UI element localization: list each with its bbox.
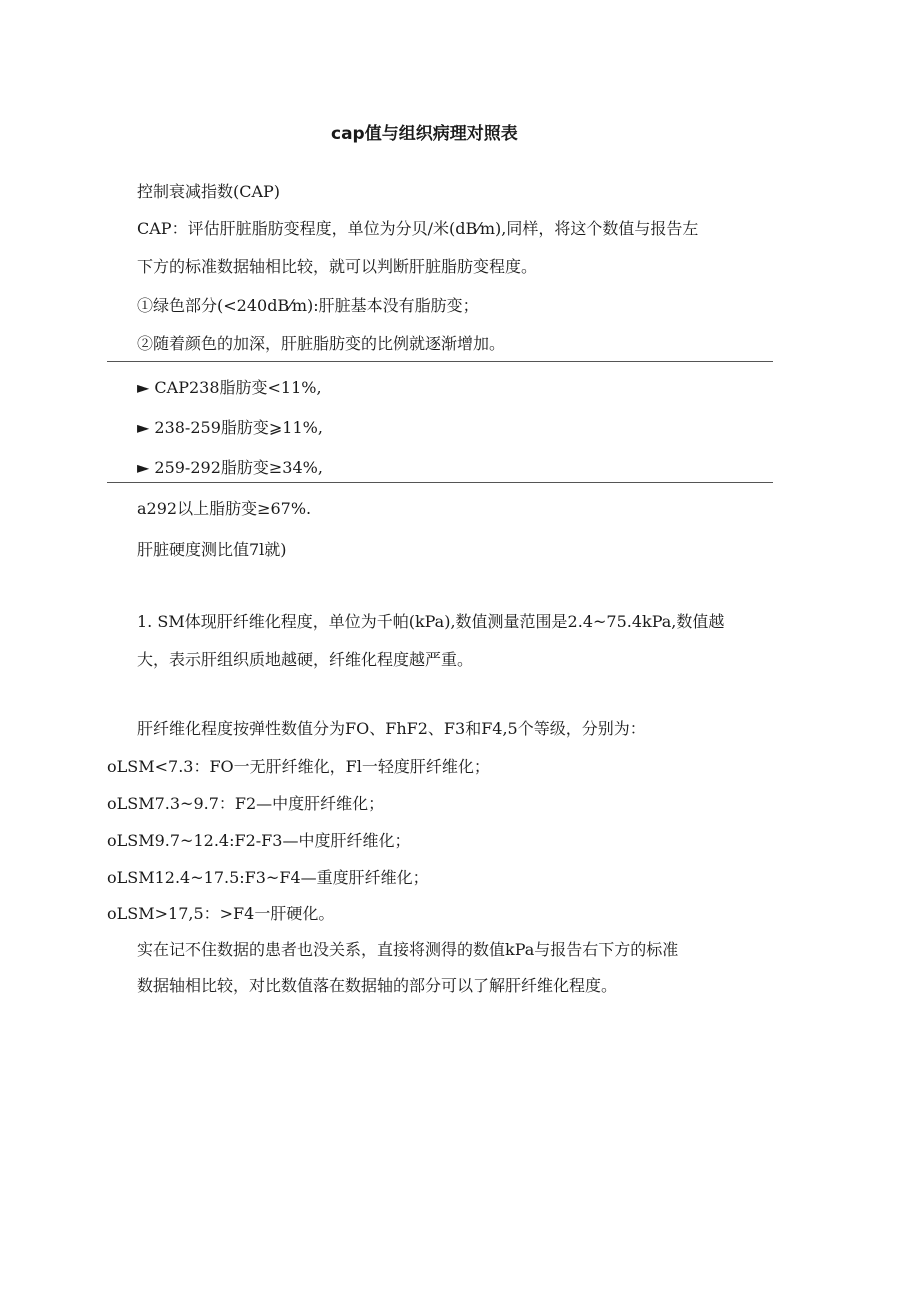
closing-line-1: 实在记不住数据的患者也没关系，直接将测得的数值kPa与报告右下方的标准 xyxy=(137,940,679,959)
lsm-heading: 肝脏硬度测比值7l就) xyxy=(137,540,287,559)
cap-bullet-3: ► 259-292脂肪变≥34%, xyxy=(137,458,323,477)
fibrosis-grade-2: oLSM7.3~9.7：F2—中度肝纤维化； xyxy=(107,794,385,813)
page-title: cap值与组织病理对照表 xyxy=(331,124,518,144)
lsm-description-line-1: 1. SM体现肝纤维化程度，单位为千帕(kPa),数值测量范围是2.4~75.4kPa,数值越 xyxy=(137,612,725,631)
cap-description-line-2: 下方的标准数据轴相比较，就可以判断肝脏脂肪变程度。 xyxy=(137,257,538,276)
divider-bottom xyxy=(107,482,773,483)
fibrosis-grade-4: oLSM12.4~17.5:F3~F4—重度肝纤维化； xyxy=(107,868,429,887)
cap-point-2: ②随着颜色的加深，肝脏脂肪变的比例就逐渐增加。 xyxy=(137,334,506,353)
fibrosis-grade-5: oLSM>17,5：>F4一肝硬化。 xyxy=(107,904,335,923)
cap-description-line-1: CAP：评估肝脏脂肪变程度，单位为分贝/米(dB⁄m),同样，将这个数值与报告左 xyxy=(137,219,699,238)
fibrosis-grade-3: oLSM9.7~12.4:F2-F3—中度肝纤维化； xyxy=(107,831,411,850)
lsm-description-line-2: 大，表示肝组织质地越硬，纤维化程度越严重。 xyxy=(137,650,474,669)
cap-point-1: ①绿色部分(<240dB⁄m):肝脏基本没有脂肪变； xyxy=(137,296,479,315)
cap-bullet-1: ► CAP238脂肪变<11%, xyxy=(137,378,322,397)
divider-top xyxy=(107,361,773,362)
cap-heading: 控制衰减指数(CAP) xyxy=(137,182,281,201)
fibrosis-grade-intro: 肝纤维化程度按弹性数值分为FO、FhF2、F3和F4,5个等级，分别为： xyxy=(137,719,646,738)
cap-a292-line: a292以上脂肪变≥67%. xyxy=(137,499,312,518)
fibrosis-grade-1: oLSM<7.3：FO一无肝纤维化，Fl一轻度肝纤维化； xyxy=(107,757,490,776)
closing-line-2: 数据轴相比较，对比数值落在数据轴的部分可以了解肝纤维化程度。 xyxy=(137,976,618,995)
cap-bullet-2: ► 238-259脂肪变⩾11%, xyxy=(137,418,323,437)
